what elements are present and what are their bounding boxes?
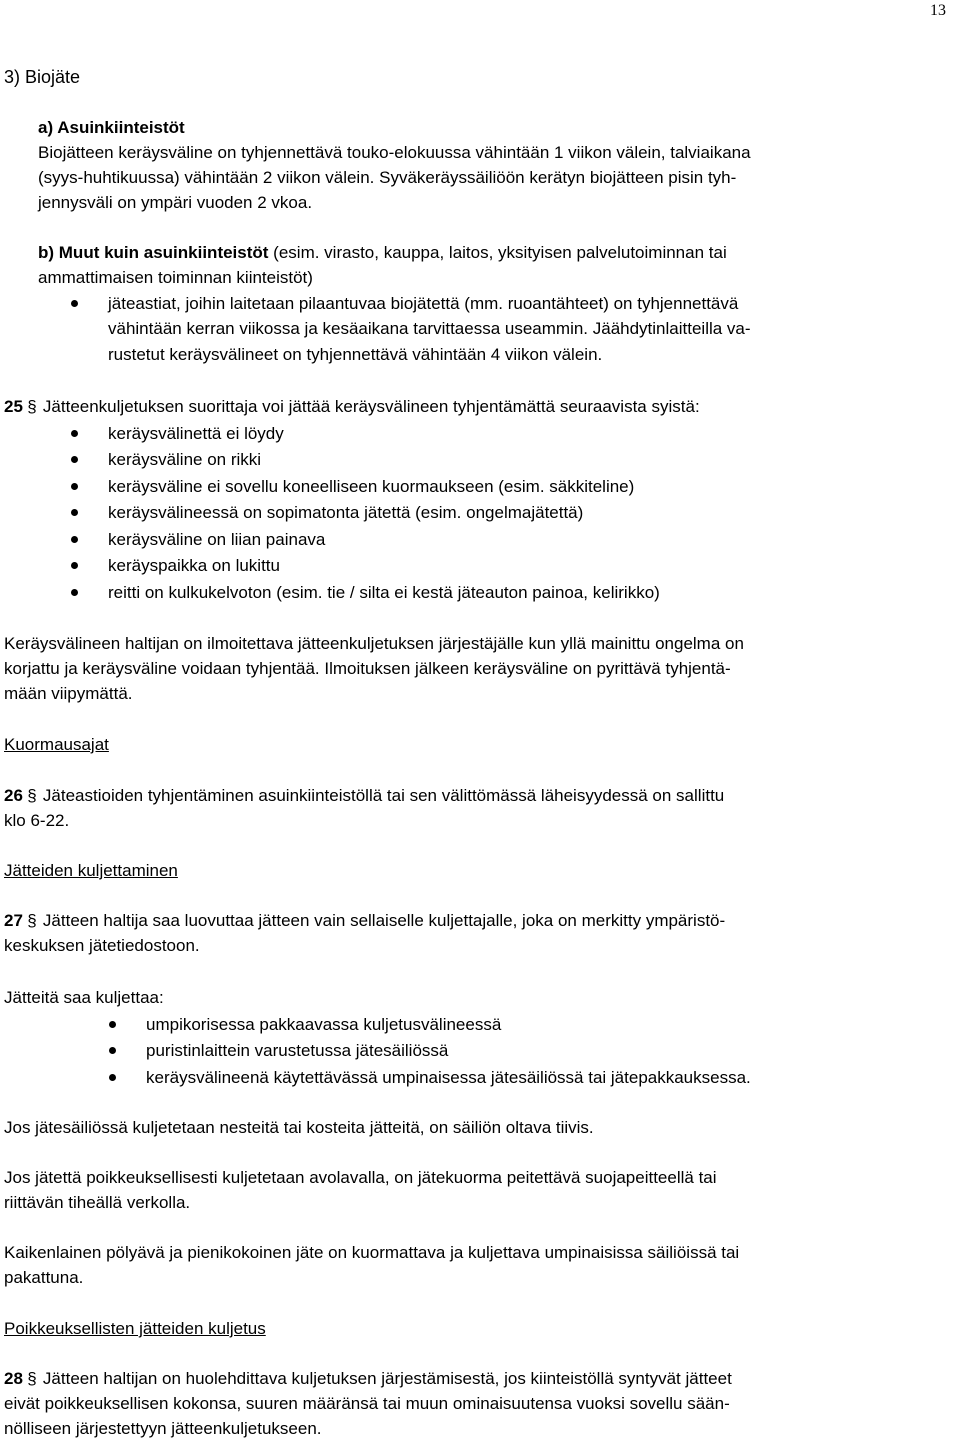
bullet-icon — [109, 1021, 116, 1028]
bullet-icon — [71, 589, 78, 596]
bullet-icon — [109, 1074, 116, 1081]
section-text: Jätteen haltija saa luovuttaa jätteen vain sellaiselle kuljettajalle, joka on merkitty ympäristö- — [42, 911, 726, 930]
section-sign: § — [27, 911, 37, 930]
section-number: 27 — [4, 911, 23, 930]
text-line: keskuksen jätetiedostoon. — [4, 936, 200, 955]
section-sign: § — [27, 1369, 37, 1388]
subheading-b-bold: b) Muut kuin asuinkiinteistöt — [38, 243, 269, 262]
bullet-text: jäteastiat, joihin laitetaan pilaantuvaa biojätettä (mm. ruoantähteet) on tyhjennettävä — [108, 294, 739, 313]
text-line: riittävän tiheällä verkolla. — [4, 1193, 191, 1212]
section-text: Jätteenkuljetuksen suorittaja voi jättää keräysvälineen tyhjentämättä seuraavista syistä: — [42, 397, 700, 416]
subheading-a: a) Asuinkiinteistöt — [38, 118, 185, 137]
section-title: 3) Biojäte — [4, 67, 81, 87]
list-item: keräyspaikka on lukittu — [108, 556, 280, 575]
list-item: reitti on kulkukelvoton (esim. tie / silta ei kestä jäteauton painoa, kelirikko) — [108, 583, 660, 602]
bullet-icon — [71, 300, 78, 307]
bullet-icon — [71, 456, 78, 463]
heading-poikkeukselliset: Poikkeuksellisten jätteiden kuljetus — [4, 1319, 266, 1338]
list-item: keräysvälineessä on sopimatonta jätettä (esim. ongelmajätettä) — [108, 503, 584, 522]
bullet-icon — [71, 536, 78, 543]
section-27-line — [4, 911, 725, 931]
list-intro: Jätteitä saa kuljettaa: — [4, 988, 164, 1007]
bullet-icon — [71, 562, 78, 569]
bullet-icon — [71, 483, 78, 490]
heading-kuljettaminen: Jätteiden kuljettaminen — [4, 861, 178, 880]
list-item: keräysvälinettä ei löydy — [108, 424, 284, 443]
section-number: 28 — [4, 1369, 23, 1388]
section-text: Jätteen haltijan on huolehdittava kuljetuksen järjestämisestä, jos kiinteistöllä syntyvät jätteet — [42, 1369, 732, 1388]
subheading-b-rest: (esim. virasto, kauppa, laitos, yksityisen palvelutoiminnan tai — [268, 243, 727, 262]
section-25-intro — [4, 397, 700, 417]
text-line: (syys-huhtikuussa) vähintään 2 viikon välein. Syväkeräyssäiliöön kerätyn biojätteen pisin tyh- — [38, 168, 737, 187]
text-line: Biojätteen keräysväline on tyhjennettävä touko-elokuussa vähintään 1 viikon välein, talviaikana — [38, 143, 751, 162]
text-line: eivät poikkeuksellisen kokonsa, suuren määränsä tai muun ominaisuutensa vuoksi sovellu sään- — [4, 1394, 730, 1413]
page-number: 13 — [930, 2, 946, 19]
list-item: umpikorisessa pakkaavassa kuljetusvälineessä — [146, 1015, 502, 1034]
bullet-icon — [71, 509, 78, 516]
bullet-icon — [109, 1047, 116, 1054]
list-item: keräysväline ei sovellu koneelliseen kuormaukseen (esim. säkkiteline) — [108, 477, 635, 496]
text-line: korjattu ja keräysväline voidaan tyhjentää. Ilmoituksen jälkeen keräysväline on pyrittävä tyhjentä- — [4, 659, 731, 678]
text-line: nölliseen järjestettyyn jätteenkuljetukseen. — [4, 1419, 322, 1438]
bullet-text: rustetut keräysvälineet on tyhjennettävä vähintään 4 viikon välein. — [108, 345, 603, 364]
section-sign: § — [27, 786, 37, 805]
text-line: pakattuna. — [4, 1268, 84, 1287]
section-28-line — [4, 1369, 732, 1389]
list-item: keräysväline on liian painava — [108, 530, 326, 549]
text-line: Kaikenlainen pölyävä ja pienikokoinen jäte on kuormattava ja kuljettava umpinaisissa säiliöissä tai — [4, 1243, 740, 1262]
text-line: Keräysvälineen haltijan on ilmoitettava jätteenkuljetuksen järjestäjälle kun yllä mainittu ongelma on — [4, 634, 744, 653]
text-line: mään viipymättä. — [4, 684, 133, 703]
section-sign: § — [27, 397, 37, 416]
text-line: Jos jätesäiliössä kuljetetaan nesteitä tai kosteita jätteitä, on säiliön oltava tiivis. — [4, 1118, 594, 1137]
section-number: 25 — [4, 397, 23, 416]
section-number: 26 — [4, 786, 23, 805]
bullet-icon — [71, 430, 78, 437]
text-line: klo 6-22. — [4, 811, 70, 830]
subheading-b — [38, 243, 727, 263]
list-item: puristinlaittein varustetussa jätesäiliössä — [146, 1041, 449, 1060]
text-line: jennysväli on ympäri vuoden 2 vkoa. — [38, 193, 313, 212]
text-line: Jos jätettä poikkeuksellisesti kuljetetaan avolavalla, on jätekuorma peitettävä suojapeitteellä tai — [4, 1168, 717, 1187]
list-item: keräysvälineenä käytettävässä umpinaisessa jätesäiliössä tai jätepakkauksessa. — [146, 1068, 751, 1087]
text-line: ammattimaisen toiminnan kiinteistöt) — [38, 268, 313, 287]
heading-kuormausajat: Kuormausajat — [4, 735, 109, 754]
bullet-text: vähintään kerran viikossa ja kesäaikana tarvittaessa useammin. Jäähdytinlaitteilla va- — [108, 319, 751, 338]
section-text: Jäteastioiden tyhjentäminen asuinkiinteistöllä tai sen välittömässä läheisyydessä on sallittu — [42, 786, 725, 805]
list-item: keräysväline on rikki — [108, 450, 262, 469]
section-26-line — [4, 786, 724, 806]
